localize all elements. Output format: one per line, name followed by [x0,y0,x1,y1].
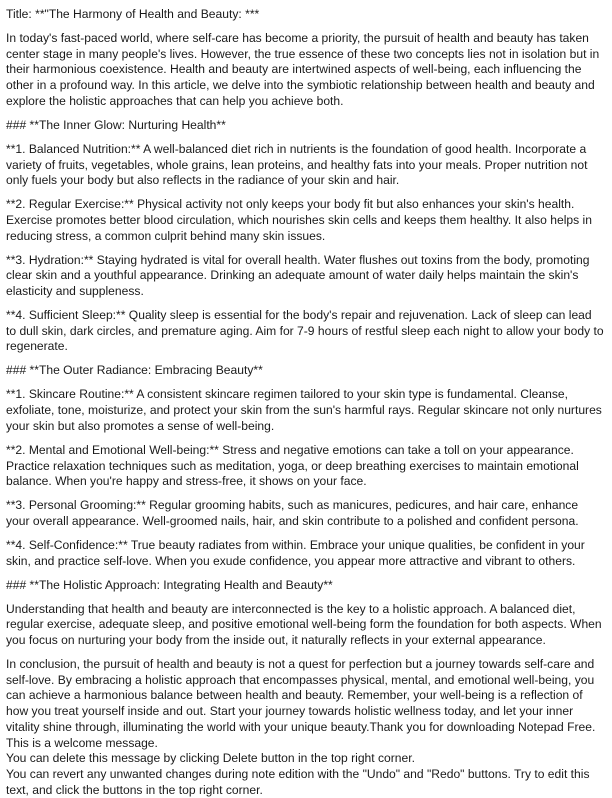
section-heading-outer-radiance: ### **The Outer Radiance: Embracing Beauty** [6,363,263,378]
note-title: Title: **"The Harmony of Health and Beauty: *** [6,7,260,21]
intro-paragraph: In today's fast-paced world, where self-care has become a priority, the pursuit of health and beauty has taken center stage in many people's lives. However, the true essence of these two concepts lies not in isolation but in their harmonious coexistence. Health and beauty are intertwined aspects of well-being, each influencing the other in a profound way. In this article, we delve into the symbiotic relationship between health and beauty and explore the holistic approaches that can help you achieve both. [6,31,600,108]
paragraph-hydration: **3. Hydration:** Staying hydrated is vital for overall health. Water flushes out toxins from the body, promoting clear skin and a youthful appearance. Drinking an adequate amount of water daily helps maintain the skin's elasticity and suppleness. [6,252,590,299]
paragraph-personal-grooming: **3. Personal Grooming:** Regular grooming habits, such as manicures, pedicures, and hair care, enhance your overall appearance. Well-groomed nails, hair, and skin contribute to a polished and confident persona. [6,498,579,528]
paragraph-balanced-nutrition: **1. Balanced Nutrition:** A well-balanced diet rich in nutrients is the foundation of good health. Incorporate a variety of fruits, vegetables, whole grains, lean proteins, and healthy fats into your meals. Proper nutrition not only fuels your body but also reflects in the radiance of your skin and hair. [6,141,588,188]
paragraph-self-confidence: **4. Self-Confidence:** True beauty radiates from within. Embrace your unique qualities, be confident in your skin, and practice self-love. When you exude confidence, you appear more attractive and vibrant to others. [6,537,585,568]
section-heading-holistic-approach: ### **The Holistic Approach: Integrating Health and Beauty** [6,577,333,592]
paragraph-sufficient-sleep: **4. Sufficient Sleep:** Quality sleep is essential for the body's repair and rejuvenation. Lack of sleep can lead to dull skin, dark circles, and premature aging. Aim for 7-9 hours of restful sleep each night to allow your body to regenerate. [6,308,604,354]
paragraph-conclusion: In conclusion, the pursuit of health and beauty is not a quest for perfection but a journey towards self-care and self-love. By embracing a holistic approach that encompasses physical, mental, and emotional well-being, you can achieve a harmonious balance between health and beauty. Remember, your well-being is a reflection of how you treat yourself inside and out. Start your journey towards holistic wellness today, and let your inner vitality shine through, illuminating the world with your unique beauty.Thank you for downloading Notepad Free. This is a welcome message. You can delete this message by clicking Delete button in the top right corner. You can revert any unwanted changes during note edition with the "Undo" and "Redo" buttons. Try to edit this text, and click the buttons in the top right corner. [6,657,596,797]
paragraph-mental-wellbeing: **2. Mental and Emotional Well-being:** Stress and negative emotions can take a toll on your appearance. Practice relaxation techniques such as meditation, yoga, or deep breathing exercises to maintain emotional balance. When you're happy and stress-free, it shows on your face. [6,442,579,489]
paragraph-skincare-routine: **1. Skincare Routine:** A consistent skincare regimen tailored to your skin type is fundamental. Cleanse, exfoliate, tone, moisturize, and protect your skin from the sun's harmful rays. Regular skincare not only nurtures your skin but also promotes a sense of well-being. [6,387,602,433]
paragraph-holistic: Understanding that health and beauty are interconnected is the key to a holistic approach. A balanced diet, regular exercise, adequate sleep, and positive emotional well-being form the foundation for both aspects. When you focus on nurturing your body from the inside out, it naturally reflects in your external appearance. [6,601,602,648]
paragraph-regular-exercise: **2. Regular Exercise:** Physical activity not only keeps your body fit but also enhances your skin's health. Exercise promotes better blood circulation, which nourishes skin cells and keeps them healthy. It also helps in reducing stress, a common culprit behind many skin issues. [6,197,592,243]
section-heading-inner-glow: ### **The Inner Glow: Nurturing Health** [6,117,226,132]
